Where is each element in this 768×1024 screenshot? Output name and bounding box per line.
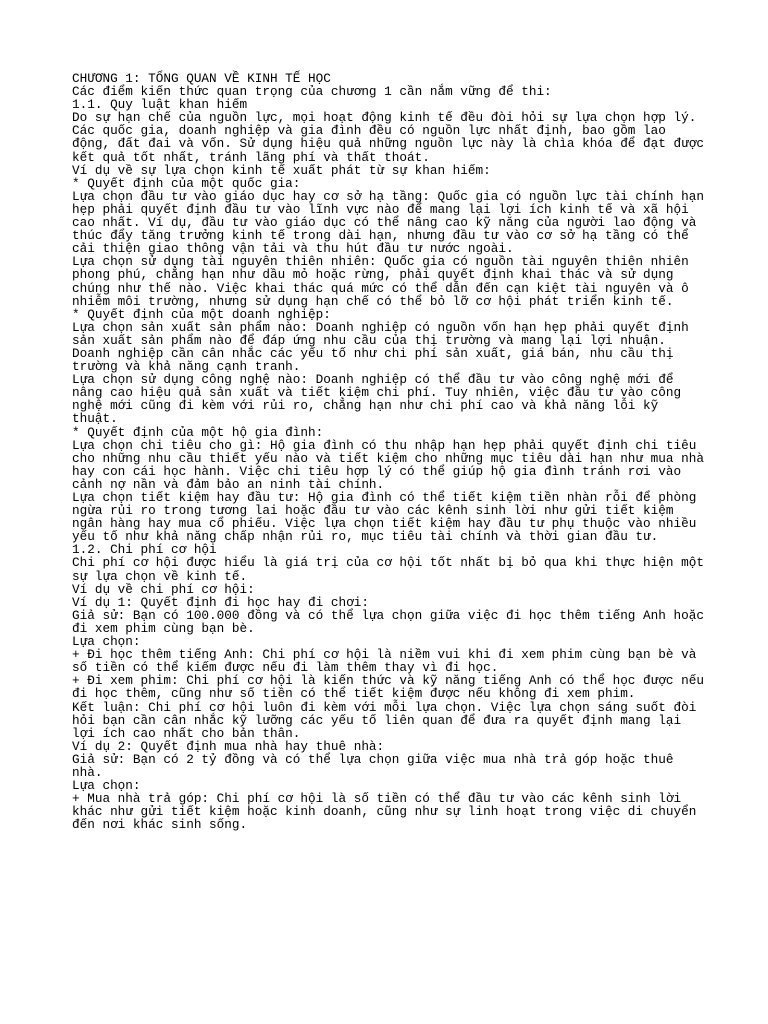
text-line: Do sự hạn chế của nguồn lực, mọi hoạt động kinh tế đều đòi hỏi sự lựa chọn hợp lý. bbox=[72, 110, 697, 126]
text-line: Lựa chọn sản xuất sản phẩm nào: Doanh nghiệp có nguồn vốn hạn hẹp phải quyết định bbox=[72, 319, 689, 335]
text-line: Chi phí cơ hội được hiểu là giá trị của cơ hội tốt nhất bị bỏ qua khi thực hiện một bbox=[72, 555, 704, 571]
text-line: Các điểm kiến thức quan trọng của chương 1 cần nắm vững để thi: bbox=[72, 84, 552, 100]
text-line: yếu tố như khả năng chấp nhận rủi ro, mục tiêu tài chính và thời gian đầu tư. bbox=[72, 529, 659, 545]
text-line: + Mua nhà trả góp: Chi phí cơ hội là số tiền có thể đầu tư vào các kênh sinh lời bbox=[72, 791, 682, 807]
text-line: Ví dụ về chi phí cơ hội: bbox=[72, 581, 255, 597]
text-line: hay con cái học hành. Việc chi tiêu hợp lý có thể giúp hộ gia đình tránh rơi vào bbox=[72, 463, 682, 479]
text-line: ngân hàng hay mua cổ phiếu. Việc lựa chọn tiết kiệm hay đầu tư phụ thuộc vào nhiều bbox=[72, 516, 697, 532]
text-line: phong phú, chẳng hạn như dầu mỏ hoặc rừng, phải quyết định khai thác và sử dụng bbox=[72, 267, 674, 283]
text-line: trường và khả năng cạnh tranh. bbox=[72, 359, 301, 375]
text-line: Kết luận: Chi phí cơ hội luôn đi kèm với mỗi lựa chọn. Việc lựa chọn sáng suốt đòi bbox=[72, 699, 697, 715]
text-line: Lựa chọn sử dụng công nghệ nào: Doanh nghiệp có thể đầu tư vào công nghệ mới để bbox=[72, 372, 674, 388]
text-line: số tiền có thể kiếm được nếu đi làm thêm thay vì đi học. bbox=[72, 660, 499, 676]
text-line: nhà. bbox=[72, 764, 103, 780]
text-line: Lựa chọn sử dụng tài nguyên thiên nhiên: Quốc gia có nguồn tài nguyên thiên nhiên bbox=[72, 254, 689, 270]
text-line: động, đất đai và vốn. Sử dụng hiệu quả những nguồn lực này là chìa khóa để đạt được bbox=[72, 136, 704, 152]
text-line: nghệ mới cũng đi kèm với rủi ro, chẳng hạn như chi phí cao và khả năng lỗi kỹ bbox=[72, 398, 659, 414]
text-line: cải thiện giao thông vận tải và thu hút đầu tư nước ngoài. bbox=[72, 241, 514, 257]
text-line: Lựa chọn: bbox=[72, 778, 141, 794]
text-line: Ví dụ về sự lựa chọn kinh tế xuất phát từ sự khan hiếm: bbox=[72, 162, 491, 178]
text-line: Lựa chọn đầu tư vào giáo dục hay cơ sở hạ tầng: Quốc gia có nguồn lực tài chính hạn bbox=[72, 188, 704, 204]
text-line: hỏi bạn cần cân nhắc kỹ lưỡng các yếu tố liên quan để đưa ra quyết định mang lại bbox=[72, 712, 682, 728]
text-line: nâng cao hiệu quả sản xuất và tiết kiệm chi phí. Tuy nhiên, việc đầu tư vào công bbox=[72, 385, 682, 401]
text-line: hẹp phải quyết định đầu tư vào lĩnh vực nào để mang lại lợi ích kinh tế và xã hội bbox=[72, 201, 689, 217]
text-line: cho những nhu cầu thiết yếu nào và tiết kiệm cho những mục tiêu dài hạn như mua nhà bbox=[72, 450, 704, 466]
text-line: Lựa chọn chi tiêu cho gì: Hộ gia đình có thu nhập hạn hẹp phải quyết định chi tiêu bbox=[72, 437, 697, 453]
text-line: cảnh nợ nần và đảm bảo an ninh tài chính. bbox=[72, 476, 385, 492]
text-line: nhiễm môi trường, nhưng sử dụng hạn chế có thể bỏ lỡ cơ hội phát triển kinh tế. bbox=[72, 293, 674, 309]
text-line: đi xem phim cùng bạn bè. bbox=[72, 620, 255, 636]
document-body bbox=[72, 72, 704, 831]
text-line: * Quyết định của một doanh nghiệp: bbox=[72, 306, 331, 322]
text-line: lợi ích cao nhất cho bản thân. bbox=[72, 725, 301, 741]
text-line: đi học thêm, cũng như số tiền có thể tiết kiệm được nếu không đi xem phim. bbox=[72, 686, 636, 702]
text-line: Lựa chọn tiết kiệm hay đầu tư: Hộ gia đình có thể tiết kiệm tiền nhàn rỗi để phòng bbox=[72, 490, 697, 505]
text-line: ngừa rủi ro trong tương lai hoặc đầu tư vào các kênh sinh lời như gửi tiết kiệm bbox=[72, 503, 674, 519]
text-line: thúc đẩy tăng trưởng kinh tế trong dài hạn, nhưng đầu tư vào cơ sở hạ tầng có thể bbox=[72, 228, 689, 244]
text-line: sản xuất sản phẩm nào để đáp ứng nhu cầu của thị trường và mang lại lợi nhuận. bbox=[72, 332, 666, 348]
text-line: 1.2. Chi phí cơ hội bbox=[72, 542, 217, 558]
text-line: * Quyết định của một hộ gia đình: bbox=[72, 424, 324, 440]
text-line: 1.1. Quy luật khan hiếm bbox=[72, 97, 248, 113]
text-line: Giả sử: Bạn có 100.000 đồng và có thể lựa chọn giữa việc đi học thêm tiếng Anh hoặc bbox=[72, 607, 704, 623]
text-line: Giả sử: Bạn có 2 tỷ đồng và có thể lựa chọn giữa việc mua nhà trả góp hoặc thuê bbox=[72, 751, 674, 767]
text-line: Doanh nghiệp cần cân nhắc các yếu tố như chi phí sản xuất, giá bán, nhu cầu thị bbox=[72, 345, 674, 361]
text-line: + Đi xem phim: Chi phí cơ hội là kiến thức và kỹ năng tiếng Anh có thể học được nếu bbox=[72, 673, 704, 689]
text-line: sự lựa chọn về kinh tế. bbox=[72, 568, 248, 584]
text-line: khác như gửi tiết kiệm hoặc kinh doanh, cũng như sự linh hoạt trong việc di chuyển bbox=[72, 804, 697, 820]
text-line: * Quyết định của một quốc gia: bbox=[72, 175, 301, 191]
text-line: Các quốc gia, doanh nghiệp và gia đình đều có nguồn lực nhất định, bao gồm lao bbox=[72, 123, 666, 139]
text-line: Ví dụ 2: Quyết định mua nhà hay thuê nhà: bbox=[72, 738, 385, 754]
text-line: + Đi học thêm tiếng Anh: Chi phí cơ hội là niềm vui khi đi xem phim cùng bạn bè và bbox=[72, 647, 697, 663]
text-line: đến nơi khác sinh sống. bbox=[72, 817, 248, 833]
text-line: cao nhất. Ví dụ, đầu tư vào giáo dục có thể nâng cao kỹ năng của người lao động và bbox=[72, 215, 697, 231]
text-line: kết quả tốt nhất, tránh lãng phí và thất thoát. bbox=[72, 149, 430, 165]
text-line: Ví dụ 1: Quyết định đi học hay đi chơi: bbox=[72, 594, 369, 610]
text-line: Lựa chọn: bbox=[72, 634, 141, 650]
text-line: CHƯƠNG 1: TỔNG QUAN VỀ KINH TẾ HỌC bbox=[72, 71, 331, 86]
text-line: thuật. bbox=[72, 411, 118, 427]
text-line: chúng như thế nào. Việc khai thác quá mức có thể dẫn đến cạn kiệt tài nguyên và ô bbox=[72, 280, 689, 296]
